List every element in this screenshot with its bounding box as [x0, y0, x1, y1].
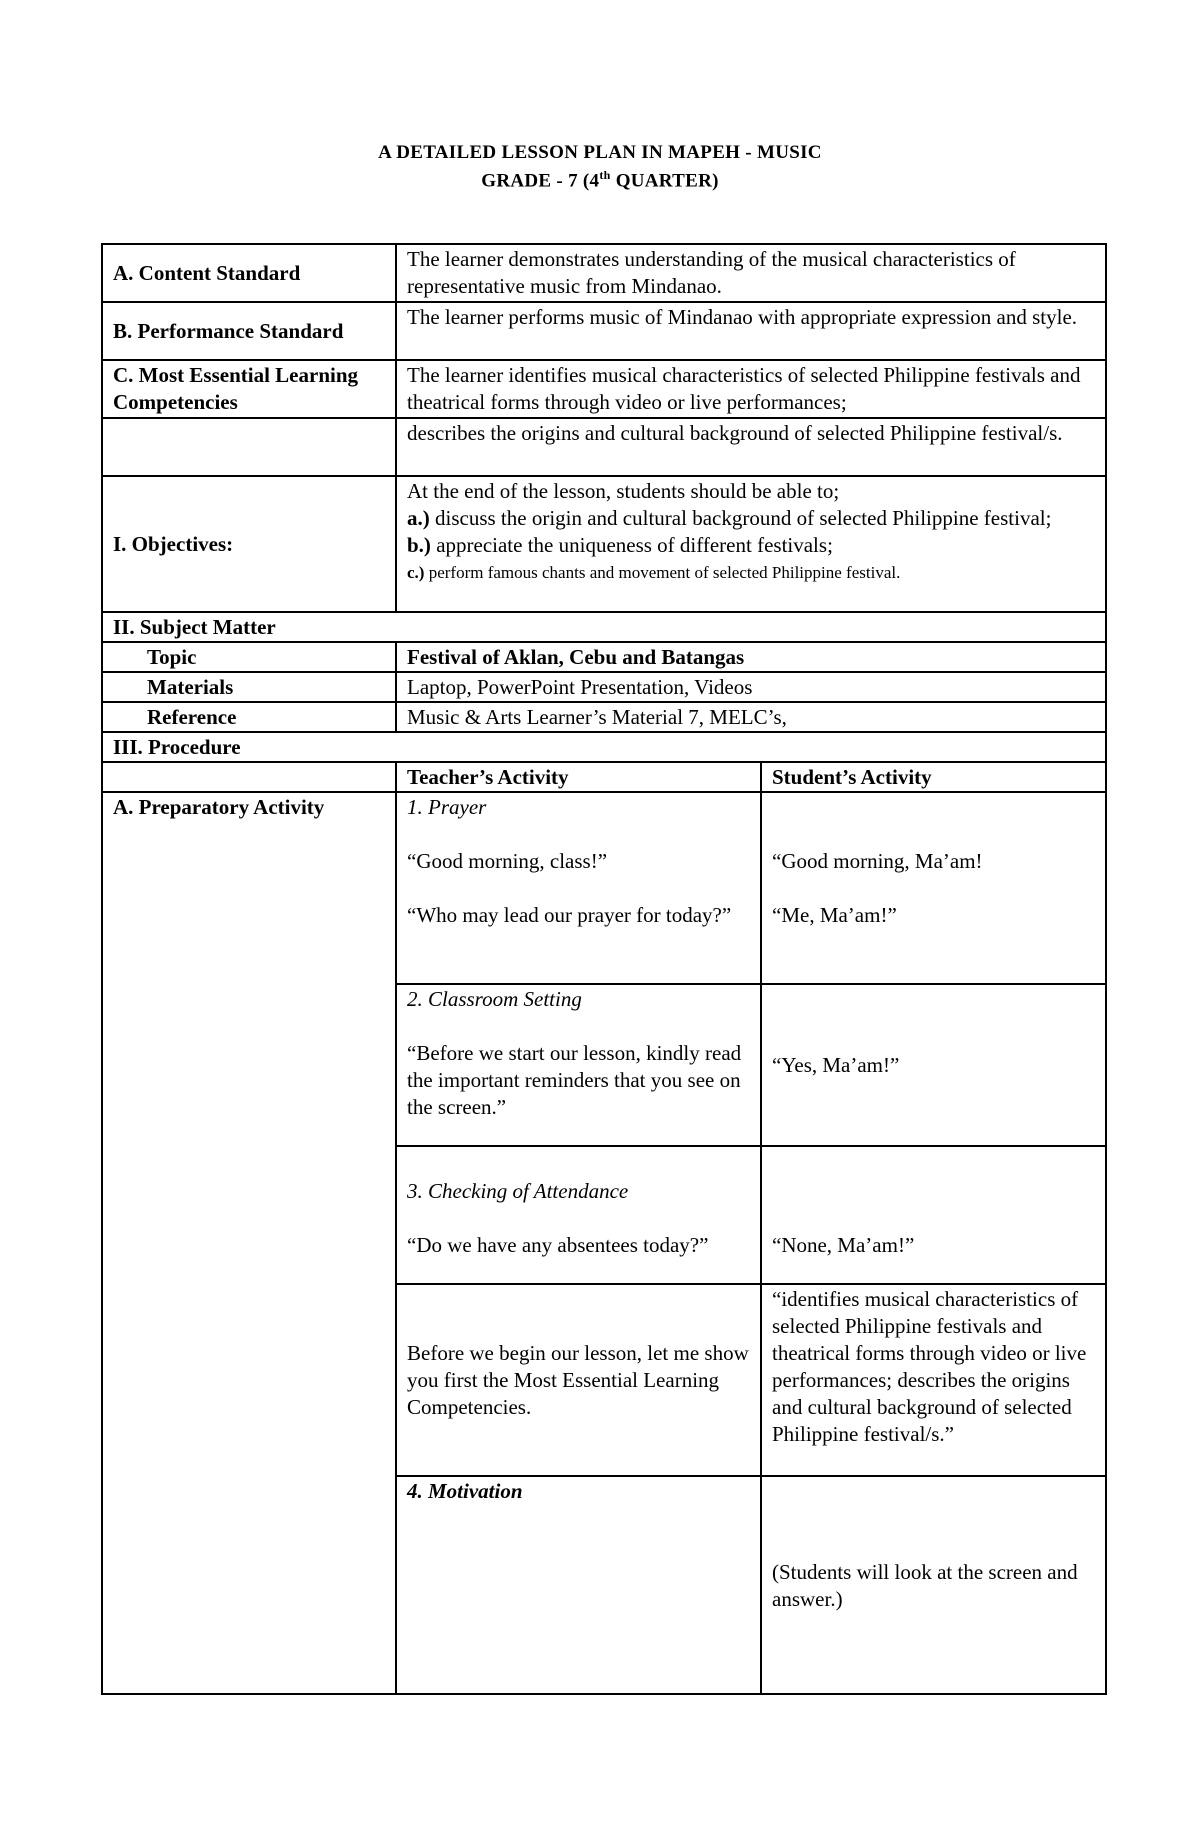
reference-row [102, 702, 1106, 732]
materials-label: Materials [102, 672, 396, 702]
attendance-title: 3. Checking of Attendance [407, 1179, 629, 1203]
objectives-intro: At the end of the lesson, students should be able to; [407, 479, 840, 503]
objectives-label: I. Objectives: [102, 476, 396, 612]
prayer-row [102, 792, 1106, 984]
document-subtitle [0, 168, 1200, 192]
subtitle-suffix: QUARTER) [610, 170, 719, 192]
procedure-label: III. Procedure [102, 732, 1106, 762]
student-activity-header: Student’s Activity [761, 762, 1106, 792]
motivation-title: 4. Motivation [407, 1479, 523, 1503]
prayer-teacher-cell [396, 792, 761, 984]
objective-b-text: appreciate the uniqueness of different festivals; [430, 533, 833, 557]
prayer-student-line1: “Good morning, Ma’am! [772, 849, 983, 873]
activity-header-row [102, 762, 1106, 792]
performance-standard-text: The learner performs music of Mindanao with appropriate expression and style. [396, 302, 1106, 360]
objectives-row [102, 476, 1106, 612]
melc-label-empty [102, 418, 396, 476]
attendance-teacher-cell [396, 1146, 761, 1284]
objectives-list [396, 476, 1106, 612]
reference-label: Reference [102, 702, 396, 732]
objective-c [407, 559, 1095, 586]
subtitle-superscript: th [599, 168, 611, 182]
melc-text-2: describes the origins and cultural background of selected Philippine festival/s. [396, 418, 1106, 476]
objective-b-marker: b.) [407, 533, 431, 557]
preparatory-activity-label: A. Preparatory Activity [102, 792, 396, 1694]
prayer-title: 1. Prayer [407, 795, 487, 819]
reference-value: Music & Arts Learner’s Material 7, MELC’s, [396, 702, 1106, 732]
classroom-setting-title: 2. Classroom Setting [407, 987, 582, 1011]
prayer-teacher-line1: “Good morning, class!” [407, 849, 608, 873]
objective-c-text: perform famous chants and movement of selected Philippine festival. [424, 563, 901, 582]
lesson-plan-table [101, 243, 1107, 1695]
melc-intro-student-cell [761, 1284, 1106, 1476]
topic-label: Topic [102, 642, 396, 672]
document-title: A DETAILED LESSON PLAN IN MAPEH - MUSIC [378, 142, 822, 163]
objective-c-marker: c.) [407, 563, 425, 582]
prayer-student-cell [761, 792, 1106, 984]
melc-intro-teacher-cell [396, 1284, 761, 1476]
subject-matter-label: II. Subject Matter [102, 612, 1106, 642]
melc-row-2 [102, 418, 1106, 476]
motivation-student-cell [761, 1476, 1106, 1694]
objective-a-text: discuss the origin and cultural background of selected Philippine festival; [429, 506, 1052, 530]
content-standard-text: The learner demonstrates understanding of the musical characteristics of representative music from Mindanao. [396, 244, 1106, 302]
motivation-teacher-cell [396, 1476, 761, 1694]
materials-value: Laptop, PowerPoint Presentation, Videos [396, 672, 1106, 702]
activity-header-empty [102, 762, 396, 792]
attendance-teacher-text: “Do we have any absentees today?” [407, 1233, 709, 1257]
content-standard-label: A. Content Standard [102, 244, 396, 302]
topic-value: Festival of Aklan, Cebu and Batangas [396, 642, 1106, 672]
classroom-student-text: “Yes, Ma’am!” [772, 1053, 900, 1077]
motivation-student-text: (Students will look at the screen and answer.) [772, 1559, 1078, 1611]
melc-intro-teacher-text: Before we begin our lesson, let me show you first the Most Essential Learning Competencies. [407, 1341, 749, 1419]
objective-a [407, 505, 1095, 532]
melc-intro-student-text: “identifies musical characteristics of selected Philippine festivals and theatrical forms through video or live performances; describes the origins and cultural background of selected Philippine festival/s.” [772, 1287, 1087, 1446]
prayer-teacher-line2: “Who may lead our prayer for today?” [407, 903, 732, 927]
objective-a-marker: a.) [407, 506, 430, 530]
topic-row [102, 642, 1106, 672]
attendance-student-text: “None, Ma’am!” [772, 1233, 915, 1257]
teacher-activity-header: Teacher’s Activity [396, 762, 761, 792]
content-standard-row [102, 244, 1106, 302]
performance-standard-label: B. Performance Standard [102, 302, 396, 360]
classroom-teacher-text: “Before we start our lesson, kindly read the important reminders that you see on the screen.” [407, 1041, 742, 1119]
materials-row [102, 672, 1106, 702]
objective-b [407, 532, 1095, 559]
melc-label: C. Most Essential Learning Competencies [102, 360, 396, 418]
performance-standard-row [102, 302, 1106, 360]
prayer-student-line2: “Me, Ma’am!” [772, 903, 897, 927]
attendance-student-cell [761, 1146, 1106, 1284]
subtitle-prefix: GRADE - 7 (4 [481, 170, 600, 192]
melc-text-1: The learner identifies musical characteristics of selected Philippine festivals and theatrical forms through video or live performances; [396, 360, 1106, 418]
classroom-teacher-cell [396, 984, 761, 1146]
subject-matter-row [102, 612, 1106, 642]
classroom-student-cell [761, 984, 1106, 1146]
melc-row [102, 360, 1106, 418]
procedure-row [102, 732, 1106, 762]
